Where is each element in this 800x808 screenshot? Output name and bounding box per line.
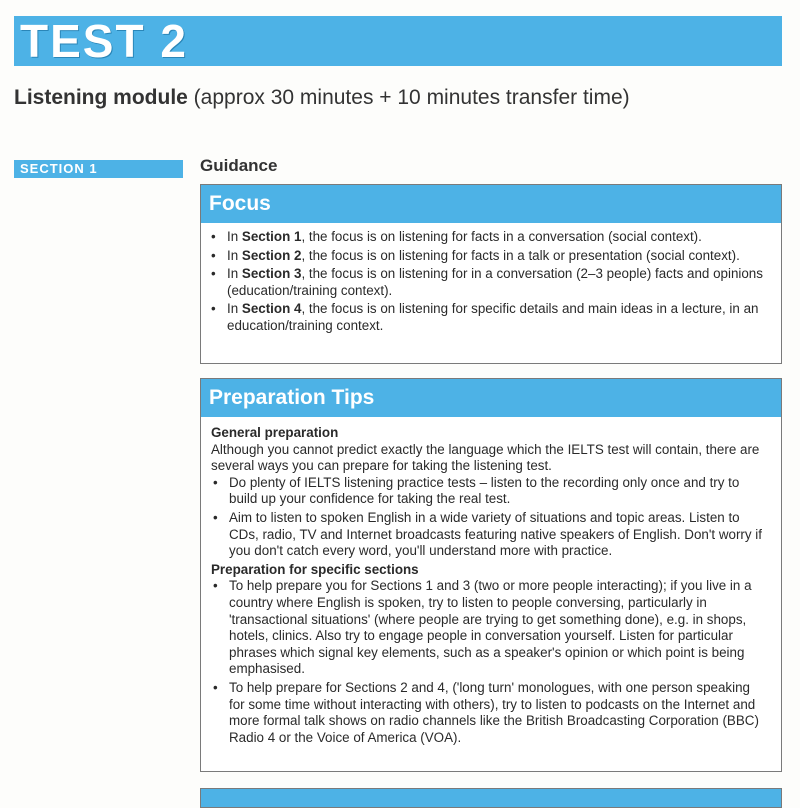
test-banner	[14, 16, 782, 66]
focus-item-post: , the focus is on listening for specific details and main ideas in a lecture, in an education/training context.	[227, 301, 759, 333]
module-title-rest: (approx 30 minutes + 10 minutes transfer time)	[187, 86, 630, 109]
specific-item-text: To help prepare for Sections 2 and 4, ('long turn' monologues, with one person speaking for some time without interacting with others), try to listen to podcasts on the Internet and more formal talk shows on radio channels like the British Broadcasting Corporation (BBC) Radio 4 or the Voice of America (VOA).	[229, 679, 759, 745]
focus-item-bold: Section 2	[241, 247, 302, 263]
module-title-bold: Listening module	[14, 86, 188, 109]
focus-item-pre: In	[227, 301, 242, 317]
focus-item	[211, 247, 771, 265]
focus-box	[200, 184, 782, 364]
bullet-icon: •	[213, 474, 218, 490]
general-item-text: Aim to listen to spoken English in a wide variety of situations and topic areas. Listen to CDs, radio, TV and Internet broadcasts featuring native speakers of English. Don't worry if you don't catch every word, you'll understand more with practice.	[229, 509, 762, 559]
bullet-icon: •	[211, 301, 216, 317]
focus-item-post: , the focus is on listening for facts in a conversation (social context).	[301, 229, 702, 244]
general-item	[213, 474, 765, 508]
general-preparation-heading: General preparation	[211, 425, 339, 440]
general-preparation-intro: Although you cannot predict exactly the language which the IELTS test will contain, there are several ways you can prepare for taking the listening test.	[211, 441, 760, 474]
focus-item-bold: Section 4	[241, 301, 302, 317]
preparation-header: Preparation Tips	[201, 379, 781, 417]
focus-item	[211, 266, 771, 299]
focus-item-post: , the focus is on listening for in a conversation (2–3 people) facts and opinions (education/training context).	[227, 266, 763, 298]
focus-item	[211, 301, 771, 334]
guidance-heading: Guidance	[200, 156, 278, 175]
next-box-header	[200, 788, 782, 808]
specific-item-text: To help prepare you for Sections 1 and 3 (two or more people interacting); if you live in a country where English is spoken, try to listen to people conversing, particularly in 'transactional situations' (where people are trying to get something done), e.g. in shops, hotels, clinics. Also try to engage people in conversation yourself. Listen for particular phrases which signal key elements, such as a speaker's opinion or which point is being emphasised.	[229, 578, 752, 677]
section-label: SECTION 1	[14, 160, 183, 178]
focus-item-pre: In	[227, 266, 242, 282]
bullet-icon: •	[211, 247, 216, 263]
specific-item	[213, 679, 765, 746]
preparation-content	[201, 417, 781, 746]
focus-item-bold: Section 3	[241, 266, 302, 282]
general-item	[213, 509, 765, 560]
specific-preparation-list	[211, 578, 771, 746]
specific-item	[213, 578, 765, 678]
test-title: TEST 2	[20, 15, 188, 67]
focus-item	[211, 229, 771, 246]
focus-item-pre: In	[227, 229, 242, 244]
preparation-box	[200, 378, 782, 772]
general-preparation-list	[211, 475, 771, 560]
bullet-icon: •	[213, 509, 218, 525]
bullet-icon: •	[213, 578, 218, 594]
module-heading	[14, 86, 630, 110]
focus-item-bold: Section 1	[241, 229, 302, 244]
bullet-icon: •	[211, 229, 216, 244]
bullet-icon: •	[211, 266, 216, 282]
focus-list	[201, 223, 781, 335]
general-item-text: Do plenty of IELTS listening practice tests – listen to the recording only once and try to build up your confidence for taking the real test.	[229, 474, 740, 507]
focus-item-post: , the focus is on listening for facts in a talk or presentation (social context).	[301, 247, 740, 263]
specific-preparation-heading: Preparation for specific sections	[211, 561, 419, 577]
focus-header: Focus	[201, 185, 781, 223]
bullet-icon: •	[213, 679, 218, 695]
focus-item-pre: In	[227, 247, 242, 263]
